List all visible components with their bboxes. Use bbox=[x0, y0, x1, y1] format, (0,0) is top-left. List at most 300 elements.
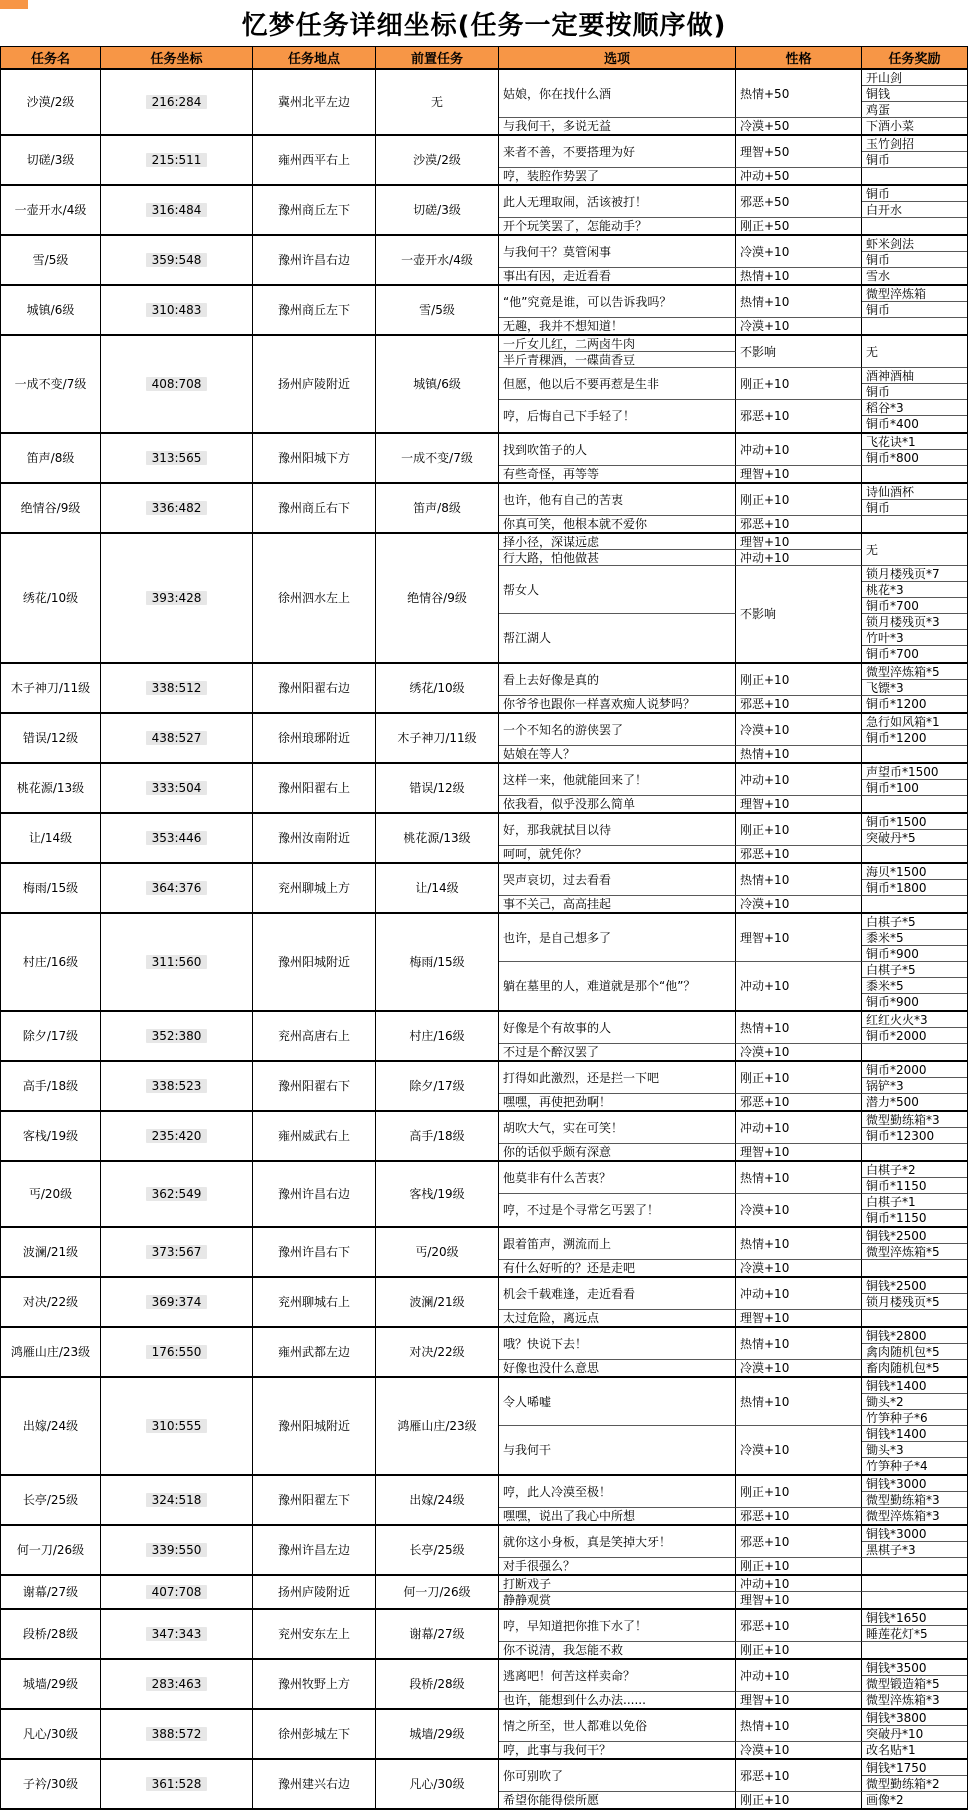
reward-cell bbox=[862, 846, 967, 862]
option-cell: 你爷爷也跟你一样喜欢痴人说梦吗？ bbox=[499, 696, 736, 712]
reward-cell: 红红火火*3 bbox=[862, 1012, 967, 1028]
task-coord-cell: 362:549 bbox=[101, 1162, 253, 1226]
personality-cell: 冲动+10 bbox=[736, 1576, 862, 1592]
option-cell: 哦？快说下去！ bbox=[499, 1328, 736, 1360]
option-cell: 帮江湖人 bbox=[499, 614, 736, 662]
task-row bbox=[0, 1710, 968, 1760]
reward-cell: 铜钱 bbox=[862, 86, 967, 102]
task-coord-cell: 407:708 bbox=[101, 1576, 253, 1608]
personality-cell: 冷漠+10 bbox=[736, 896, 862, 912]
task-place-cell: 雍州西平右上 bbox=[253, 136, 376, 184]
reward-cell bbox=[862, 1576, 967, 1592]
task-coord-cell: 324:518 bbox=[101, 1476, 253, 1524]
reward-cell: 突破丹*10 bbox=[862, 1726, 967, 1742]
task-name-cell: 波澜/21级 bbox=[1, 1228, 101, 1276]
reward-cell: 铜币*1200 bbox=[866, 697, 927, 711]
task-prereq-cell: 沙漠/2级 bbox=[376, 136, 499, 184]
reward-cell: 铜币 bbox=[862, 152, 967, 168]
task-coord-cell: 339:550 bbox=[101, 1526, 253, 1574]
task-coord-cell: 311:560 bbox=[101, 914, 253, 1010]
reward-cell: 铜钱*1400 bbox=[862, 1378, 967, 1394]
task-prereq-cell: 谢幕/27级 bbox=[376, 1610, 499, 1658]
task-row bbox=[0, 1610, 968, 1660]
personality-cell: 理智+10 bbox=[736, 1310, 862, 1326]
task-prereq-cell: 木子神刀/11级 bbox=[376, 714, 499, 762]
task-name-cell: 村庄/16级 bbox=[1, 914, 101, 1010]
task-name-cell: 鸿雁山庄/23级 bbox=[1, 1328, 101, 1376]
task-prereq-cell: 切磋/3级 bbox=[376, 186, 499, 234]
option-cell: 你的话似乎颇有深意 bbox=[499, 1144, 736, 1160]
reward-cell: 突破丹*5 bbox=[862, 830, 967, 846]
personality-cell: 冷漠+10 bbox=[736, 1044, 862, 1060]
task-prereq-cell: 无 bbox=[376, 70, 499, 134]
reward-cell: 锄头*3 bbox=[862, 1442, 967, 1458]
reward-cell: 飞镖*3 bbox=[862, 680, 967, 696]
reward-cell: 禽肉随机包*5 bbox=[862, 1344, 967, 1360]
task-name-cell: 长亭/25级 bbox=[1, 1476, 101, 1524]
task-place-cell: 扬州庐陵附近 bbox=[253, 1576, 376, 1608]
option-cell: 你可别吹了 bbox=[499, 1760, 736, 1792]
reward-cell: 铜钱*2500 bbox=[862, 1228, 967, 1244]
task-row bbox=[0, 286, 968, 336]
option-cell: 逃离吧！何苦这样卖命？ bbox=[499, 1660, 736, 1692]
task-place-cell: 兖州聊城上方 bbox=[253, 864, 376, 912]
table-header-cell: 选项 bbox=[499, 47, 736, 68]
personality-cell: 邪恶+10 bbox=[736, 1760, 862, 1792]
reward-cell: 急行如风箱*1 bbox=[862, 714, 967, 730]
reward-cell: 铜钱*2500 bbox=[862, 1278, 967, 1294]
task-place-cell: 徐州琅琊附近 bbox=[253, 714, 376, 762]
reward-cell: 白棋子*5 bbox=[862, 962, 967, 978]
task-place-cell: 兖州高唐右上 bbox=[253, 1012, 376, 1060]
task-row bbox=[0, 1328, 968, 1378]
task-place-cell: 豫州商丘右下 bbox=[253, 484, 376, 532]
task-prereq-cell: 笛声/8级 bbox=[376, 484, 499, 532]
task-name-cell: 谢幕/27级 bbox=[1, 1576, 101, 1608]
option-cell: 哼，装腔作势罢了 bbox=[499, 168, 736, 184]
personality-cell: 冷漠+10 bbox=[736, 1360, 862, 1376]
task-prereq-cell: 凡心/30级 bbox=[376, 1760, 499, 1808]
reward-cell: 锅铲*3 bbox=[862, 1078, 967, 1094]
option-cell: 这样一来，他就能回来了！ bbox=[499, 764, 736, 796]
reward-cell: 铜币 bbox=[862, 500, 967, 516]
personality-cell: 刚正+10 bbox=[736, 1062, 862, 1094]
reward-cell: 锁月楼残页*5 bbox=[862, 1294, 967, 1310]
task-coord-cell: 338:512 bbox=[101, 664, 253, 712]
option-cell: 哼，不过是个寻常乞丐罢了！ bbox=[499, 1194, 736, 1226]
reward-cell: 畜肉随机包*5 bbox=[866, 1361, 940, 1375]
personality-cell: 热情+10 bbox=[736, 864, 862, 896]
task-coord-cell: 364:376 bbox=[101, 864, 253, 912]
option-cell: 择小径，深谋远虑 bbox=[499, 534, 736, 550]
task-row bbox=[0, 1760, 968, 1810]
reward-cell bbox=[862, 168, 967, 184]
task-prereq-cell: 让/14级 bbox=[376, 864, 499, 912]
personality-cell: 热情+10 bbox=[736, 286, 862, 318]
option-cell: 帮女人 bbox=[499, 566, 736, 614]
task-prereq-cell: 高手/18级 bbox=[376, 1112, 499, 1160]
personality-cell: 冲动+10 bbox=[736, 550, 862, 566]
reward-cell: 画像*2 bbox=[866, 1793, 904, 1807]
task-name-cell: 桃花源/13级 bbox=[1, 764, 101, 812]
personality-cell: 冲动+50 bbox=[736, 168, 862, 184]
personality-cell: 刚正+10 bbox=[736, 664, 862, 696]
option-cell: 一斤女儿红，二两卤牛肉 bbox=[499, 336, 736, 352]
reward-cell: 下酒小菜 bbox=[866, 119, 915, 133]
task-place-cell: 豫州阳翟右下 bbox=[253, 1062, 376, 1110]
reward-cell bbox=[862, 1044, 967, 1060]
option-cell: 静静观赏 bbox=[499, 1592, 736, 1608]
reward-cell: 声望币*1500 bbox=[862, 764, 967, 780]
task-name-cell: 对决/22级 bbox=[1, 1278, 101, 1326]
task-place-cell: 豫州汝南附近 bbox=[253, 814, 376, 862]
task-place-cell: 豫州许昌左边 bbox=[253, 1526, 376, 1574]
task-coord-cell: 313:565 bbox=[101, 434, 253, 482]
reward-cell: 微型淬炼箱*3 bbox=[866, 1509, 940, 1523]
reward-cell bbox=[862, 1558, 967, 1574]
task-coord-cell: 176:550 bbox=[101, 1328, 253, 1376]
personality-cell: 热情+10 bbox=[736, 1328, 862, 1360]
task-prereq-cell: 一成不变/7级 bbox=[376, 434, 499, 482]
task-place-cell: 徐州彭城左下 bbox=[253, 1710, 376, 1758]
task-place-cell: 豫州阳翟右边 bbox=[253, 664, 376, 712]
option-cell: 与我何干？莫管闲事 bbox=[499, 236, 736, 268]
personality-cell: 冲动+10 bbox=[736, 434, 862, 466]
reward-cell: 铜币 bbox=[862, 302, 967, 318]
personality-cell: 冷漠+10 bbox=[736, 236, 862, 268]
reward-cell: 铜币 bbox=[862, 186, 967, 202]
task-prereq-cell: 丐/20级 bbox=[376, 1228, 499, 1276]
reward-cell: 锁月楼残页*7 bbox=[862, 566, 967, 582]
task-prereq-cell: 雪/5级 bbox=[376, 286, 499, 334]
reward-cell: 开山剑 bbox=[862, 70, 967, 86]
task-prereq-cell: 除夕/17级 bbox=[376, 1062, 499, 1110]
option-cell: 哭声哀切，过去看看 bbox=[499, 864, 736, 896]
reward-cell: 铜钱*3000 bbox=[862, 1526, 967, 1542]
reward-cell: 白棋子*5 bbox=[862, 914, 967, 930]
task-coord-cell: 388:572 bbox=[101, 1710, 253, 1758]
personality-cell: 理智+10 bbox=[736, 796, 862, 812]
task-coord-cell: 373:567 bbox=[101, 1228, 253, 1276]
option-cell: 哼，此人冷漠至极！ bbox=[499, 1476, 736, 1508]
task-row bbox=[0, 714, 968, 764]
task-name-cell: 除夕/17级 bbox=[1, 1012, 101, 1060]
reward-cell: 铜钱*1650 bbox=[862, 1610, 967, 1626]
personality-cell: 冷漠+10 bbox=[736, 318, 862, 334]
reward-cell: 铜币*1800 bbox=[862, 880, 967, 896]
task-prereq-cell: 段桥/28级 bbox=[376, 1660, 499, 1708]
task-row bbox=[0, 434, 968, 484]
task-name-cell: 梅雨/15级 bbox=[1, 864, 101, 912]
reward-cell: 竹叶*3 bbox=[862, 630, 967, 646]
option-cell: 有什么好听的？还是走吧 bbox=[499, 1260, 736, 1276]
table-header-cell: 任务地点 bbox=[253, 47, 376, 68]
reward-cell: 铜币*800 bbox=[862, 450, 967, 466]
reward-cell: 铜币*1200 bbox=[862, 730, 967, 746]
task-coord-cell: 361:528 bbox=[101, 1760, 253, 1808]
option-cell: 也许，是自己想多了 bbox=[499, 914, 736, 962]
task-place-cell: 徐州泗水左上 bbox=[253, 534, 376, 662]
task-row bbox=[0, 1660, 968, 1710]
task-coord-cell: 408:708 bbox=[101, 336, 253, 432]
task-prereq-cell: 对决/22级 bbox=[376, 1328, 499, 1376]
option-cell: 好，那我就拭目以待 bbox=[499, 814, 736, 846]
task-row bbox=[0, 534, 968, 664]
table-header-cell: 任务坐标 bbox=[101, 47, 253, 68]
task-name-cell: 雪/5级 bbox=[1, 236, 101, 284]
reward-cell: 锁月楼残页*3 bbox=[862, 614, 967, 630]
corner-marker bbox=[0, 0, 28, 9]
task-name-cell: 错误/12级 bbox=[1, 714, 101, 762]
personality-cell: 冷漠+50 bbox=[736, 118, 862, 134]
task-coord-cell: 359:548 bbox=[101, 236, 253, 284]
option-cell: “他”究竟是谁，可以告诉我吗？ bbox=[499, 286, 736, 318]
task-name-cell: 绣花/10级 bbox=[1, 534, 101, 662]
personality-cell: 理智+10 bbox=[736, 1144, 862, 1160]
task-coord-cell: 353:446 bbox=[101, 814, 253, 862]
option-cell: 你不说清，我怎能不救 bbox=[499, 1642, 736, 1658]
reward-cell: 微型淬炼箱*5 bbox=[862, 664, 967, 680]
task-place-cell: 兖州聊城右上 bbox=[253, 1278, 376, 1326]
task-name-cell: 绝情谷/9级 bbox=[1, 484, 101, 532]
reward-cell: 竹笋种子*6 bbox=[862, 1410, 967, 1426]
option-cell: 与我何干 bbox=[499, 1426, 736, 1474]
reward-cell bbox=[862, 466, 967, 482]
option-cell: 事出有因，走近看看 bbox=[499, 268, 736, 284]
personality-cell: 冷漠+10 bbox=[736, 1426, 862, 1474]
personality-cell: 理智+10 bbox=[736, 1592, 862, 1608]
task-coord-cell: 283:463 bbox=[101, 1660, 253, 1708]
option-cell: 不过是个醉汉罢了 bbox=[499, 1044, 736, 1060]
task-row bbox=[0, 1476, 968, 1526]
task-place-cell: 豫州建兴右边 bbox=[253, 1760, 376, 1808]
reward-cell: 改名贴*1 bbox=[866, 1743, 916, 1757]
reward-cell: 微型淬炼箱*5 bbox=[862, 1244, 967, 1260]
option-cell: 好像是个有故事的人 bbox=[499, 1012, 736, 1044]
reward-cell: 微型勤练箱*3 bbox=[862, 1112, 967, 1128]
task-name-cell: 沙漠/2级 bbox=[1, 70, 101, 134]
task-name-cell: 笛声/8级 bbox=[1, 434, 101, 482]
task-prereq-cell: 出嫁/24级 bbox=[376, 1476, 499, 1524]
task-coord-cell: 310:555 bbox=[101, 1378, 253, 1474]
task-prereq-cell: 错误/12级 bbox=[376, 764, 499, 812]
task-row bbox=[0, 1012, 968, 1062]
personality-cell: 冲动+10 bbox=[736, 1278, 862, 1310]
option-cell: 开个玩笑罢了，怎能动手？ bbox=[499, 218, 736, 234]
task-place-cell: 豫州阳城附近 bbox=[253, 1378, 376, 1474]
personality-cell: 热情+10 bbox=[736, 1162, 862, 1194]
task-row bbox=[0, 1278, 968, 1328]
personality-cell: 冷漠+10 bbox=[736, 1742, 862, 1758]
option-cell: 你真可笑，他根本就不爱你 bbox=[499, 516, 736, 532]
task-place-cell: 豫州阳城下方 bbox=[253, 434, 376, 482]
reward-cell bbox=[862, 1642, 967, 1658]
personality-cell: 冷漠+10 bbox=[736, 1260, 862, 1276]
reward-cell bbox=[862, 516, 967, 532]
personality-cell: 理智+10 bbox=[736, 914, 862, 962]
option-cell: 哼，早知道把你推下水了！ bbox=[499, 1610, 736, 1642]
task-name-cell: 木子神刀/11级 bbox=[1, 664, 101, 712]
task-name-cell: 高手/18级 bbox=[1, 1062, 101, 1110]
task-coord-cell: 347:343 bbox=[101, 1610, 253, 1658]
reward-cell: 潜力*500 bbox=[866, 1095, 919, 1109]
reward-cell bbox=[862, 218, 967, 234]
option-cell: 但愿，他以后不要再惹是生非 bbox=[499, 368, 736, 400]
option-cell: 哼，后悔自己下手轻了！ bbox=[499, 400, 736, 432]
option-cell: 呵呵，就凭你？ bbox=[499, 846, 736, 862]
reward-cell: 铜币*1150 bbox=[862, 1178, 967, 1194]
reward-cell: 白开水 bbox=[862, 202, 967, 218]
option-cell: 与我何干，多说无益 bbox=[499, 118, 736, 134]
task-place-cell: 豫州阳翟右上 bbox=[253, 764, 376, 812]
reward-cell: 诗仙酒杯 bbox=[862, 484, 967, 500]
option-cell: 嘿嘿，说出了我心中所想 bbox=[499, 1508, 736, 1524]
table-header-cell: 任务名 bbox=[1, 47, 101, 68]
reward-cell: 白棋子*1 bbox=[862, 1194, 967, 1210]
task-place-cell: 豫州许昌右边 bbox=[253, 1162, 376, 1226]
reward-cell bbox=[862, 318, 967, 334]
reward-cell: 白棋子*2 bbox=[862, 1162, 967, 1178]
reward-cell: 鸡蛋 bbox=[862, 102, 967, 118]
option-cell: 此人无理取闹，活该被打！ bbox=[499, 186, 736, 218]
reward-cell: 铜币 bbox=[862, 384, 967, 400]
task-row bbox=[0, 914, 968, 1012]
personality-cell: 热情+10 bbox=[736, 1710, 862, 1742]
task-place-cell: 冀州北平左边 bbox=[253, 70, 376, 134]
reward-cell: 微型勤练箱*2 bbox=[862, 1776, 967, 1792]
personality-cell: 不影响 bbox=[736, 566, 862, 662]
task-row bbox=[0, 1378, 968, 1476]
table-header bbox=[0, 46, 968, 70]
reward-cell: 铜钱*3000 bbox=[862, 1476, 967, 1492]
option-cell: 来者不善，不要搭理为好 bbox=[499, 136, 736, 168]
reward-cell: 酒神酒柚 bbox=[862, 368, 967, 384]
personality-cell: 邪恶+50 bbox=[736, 186, 862, 218]
task-prereq-cell: 绝情谷/9级 bbox=[376, 534, 499, 662]
reward-cell: 铜币*900 bbox=[862, 946, 967, 962]
task-name-cell: 客栈/19级 bbox=[1, 1112, 101, 1160]
reward-cell: 铜币*400 bbox=[866, 417, 919, 431]
page-title: 忆梦任务详细坐标(任务一定要按顺序做) bbox=[241, 10, 727, 41]
option-cell: 事不关己，高高挂起 bbox=[499, 896, 736, 912]
task-prereq-cell: 绣花/10级 bbox=[376, 664, 499, 712]
option-cell: 嘿嘿，再使把劲啊！ bbox=[499, 1094, 736, 1110]
task-coord-cell: 438:527 bbox=[101, 714, 253, 762]
task-name-cell: 切磋/3级 bbox=[1, 136, 101, 184]
option-cell: 就你这小身板，真是笑掉大牙！ bbox=[499, 1526, 736, 1558]
task-name-cell: 丐/20级 bbox=[1, 1162, 101, 1226]
reward-cell: 铜钱*1400 bbox=[862, 1426, 967, 1442]
reward-cell: 铜钱*3800 bbox=[862, 1710, 967, 1726]
option-cell: 行大路，怕他做甚 bbox=[499, 550, 736, 566]
reward-cell: 无 bbox=[862, 534, 967, 566]
option-cell: 太过危险，离远点 bbox=[499, 1310, 736, 1326]
task-name-cell: 何一刀/26级 bbox=[1, 1526, 101, 1574]
task-name-cell: 城镇/6级 bbox=[1, 286, 101, 334]
option-cell: 哼，此事与我何干？ bbox=[499, 1742, 736, 1758]
option-cell: 也许，他有自己的苦衷 bbox=[499, 484, 736, 516]
personality-cell: 冲动+10 bbox=[736, 764, 862, 796]
personality-cell: 刚正+50 bbox=[736, 218, 862, 234]
option-cell: 有些奇怪，再等等 bbox=[499, 466, 736, 482]
personality-cell: 邪恶+10 bbox=[736, 1508, 862, 1524]
option-cell: 希望你能得偿所愿 bbox=[499, 1792, 736, 1808]
reward-cell: 铜币*2000 bbox=[862, 1062, 967, 1078]
reward-cell: 黑棋子*3 bbox=[862, 1542, 967, 1558]
task-row bbox=[0, 484, 968, 534]
personality-cell: 理智+50 bbox=[736, 136, 862, 168]
reward-cell: 黍米*5 bbox=[862, 978, 967, 994]
reward-cell: 铜币 bbox=[862, 252, 967, 268]
personality-cell: 热情+10 bbox=[736, 1378, 862, 1426]
reward-cell: 稻谷*3 bbox=[862, 400, 967, 416]
task-row bbox=[0, 1526, 968, 1576]
task-place-cell: 豫州牧野上方 bbox=[253, 1660, 376, 1708]
task-place-cell: 雍州威武右上 bbox=[253, 1112, 376, 1160]
personality-cell: 邪恶+10 bbox=[736, 516, 862, 532]
personality-cell: 刚正+10 bbox=[736, 368, 862, 400]
reward-cell: 海贝*1500 bbox=[862, 864, 967, 880]
personality-cell: 刚正+10 bbox=[736, 1642, 862, 1658]
personality-cell: 邪恶+10 bbox=[736, 1094, 862, 1110]
personality-cell: 刚正+10 bbox=[736, 1558, 862, 1574]
reward-cell: 铜币*12300 bbox=[862, 1128, 967, 1144]
option-cell: 对手很强么？ bbox=[499, 1558, 736, 1574]
reward-cell: 微型勤练箱*3 bbox=[862, 1492, 967, 1508]
task-row bbox=[0, 764, 968, 814]
reward-cell: 铜币*100 bbox=[862, 780, 967, 796]
task-place-cell: 豫州商丘左下 bbox=[253, 186, 376, 234]
table-body bbox=[0, 70, 968, 1810]
personality-cell: 冷漠+10 bbox=[736, 714, 862, 746]
personality-cell: 刚正+10 bbox=[736, 1476, 862, 1508]
task-prereq-cell: 客栈/19级 bbox=[376, 1162, 499, 1226]
reward-cell: 铜币*1500 bbox=[862, 814, 967, 830]
task-row bbox=[0, 186, 968, 236]
option-cell: 姑娘，你在找什么酒 bbox=[499, 70, 736, 118]
task-name-cell: 凡心/30级 bbox=[1, 1710, 101, 1758]
personality-cell: 不影响 bbox=[736, 336, 862, 368]
reward-cell: 睡莲花灯*5 bbox=[862, 1626, 967, 1642]
task-row bbox=[0, 664, 968, 714]
reward-cell: 铜钱*3500 bbox=[862, 1660, 967, 1676]
reward-cell: 竹笋种子*4 bbox=[866, 1459, 928, 1473]
option-cell: 跟着笛声，溯流而上 bbox=[499, 1228, 736, 1260]
reward-cell: 铜币*1150 bbox=[866, 1211, 927, 1225]
reward-cell: 黍米*5 bbox=[862, 930, 967, 946]
task-coord-cell: 216:284 bbox=[101, 70, 253, 134]
reward-cell: 玉竹剑招 bbox=[862, 136, 967, 152]
task-prereq-cell: 梅雨/15级 bbox=[376, 914, 499, 1010]
task-prereq-cell: 长亭/25级 bbox=[376, 1526, 499, 1574]
reward-cell: 虾米剑法 bbox=[862, 236, 967, 252]
task-row bbox=[0, 136, 968, 186]
option-cell: 机会千载难逢，走近看看 bbox=[499, 1278, 736, 1310]
task-row bbox=[0, 864, 968, 914]
personality-cell: 冲动+10 bbox=[736, 1660, 862, 1692]
task-row bbox=[0, 336, 968, 434]
task-coord-cell: 316:484 bbox=[101, 186, 253, 234]
task-place-cell: 豫州商丘左下 bbox=[253, 286, 376, 334]
reward-cell: 铜币*700 bbox=[862, 598, 967, 614]
task-row bbox=[0, 1162, 968, 1228]
task-row bbox=[0, 70, 968, 136]
task-coord-cell: 393:428 bbox=[101, 534, 253, 662]
personality-cell: 热情+10 bbox=[736, 1228, 862, 1260]
personality-cell: 刚正+10 bbox=[736, 484, 862, 516]
table-header-cell: 性格 bbox=[736, 47, 862, 68]
reward-cell bbox=[862, 1144, 967, 1160]
